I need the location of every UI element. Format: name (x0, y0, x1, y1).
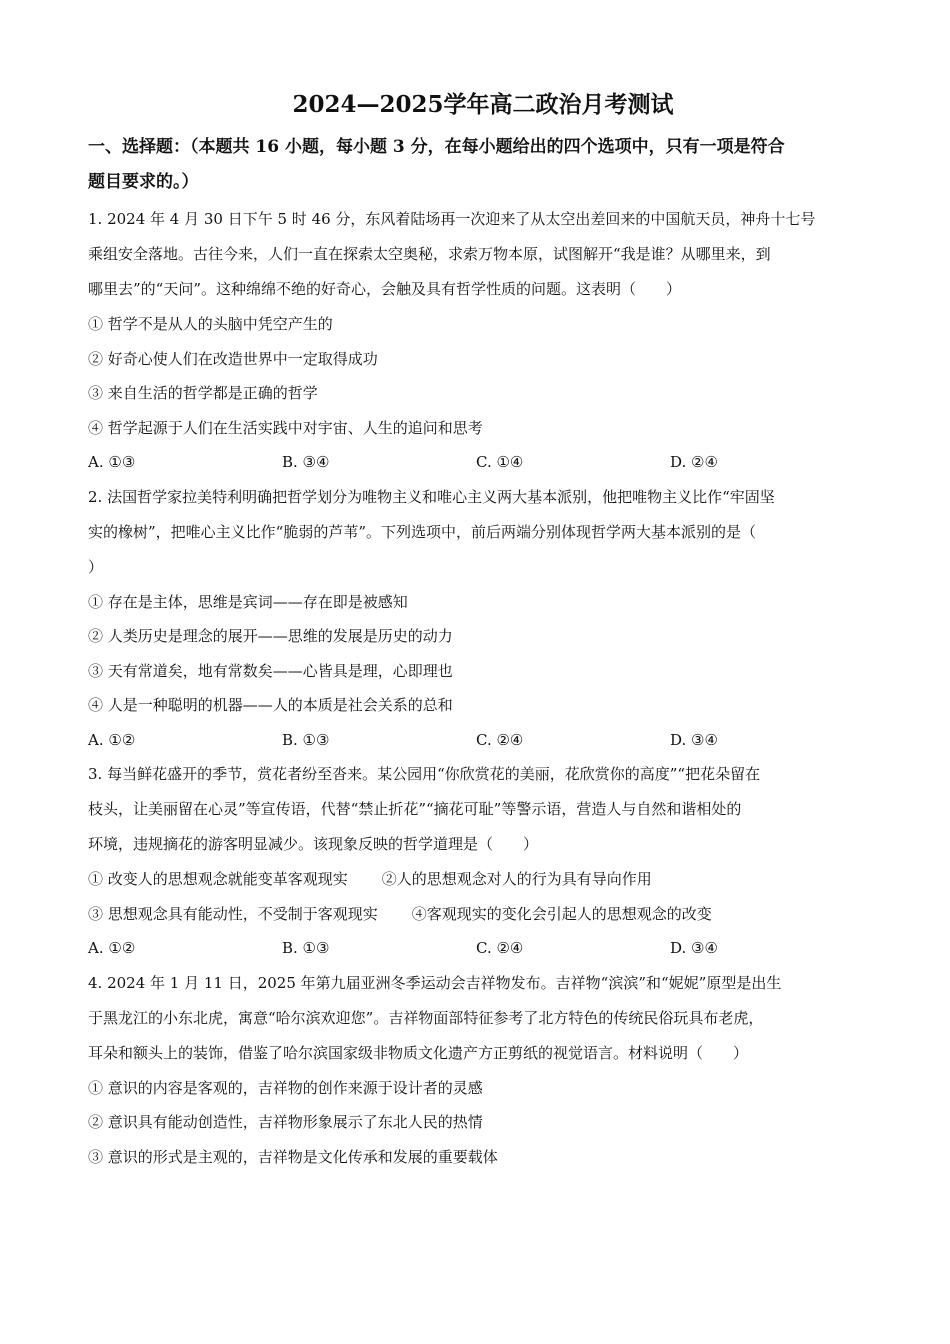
statement-option: ②人的思想观念对人的行为具有导向作用 (381, 870, 652, 888)
question-stem-line: 4. 2024 年 1 月 11 日，2025 年第九届亚洲冬季运动会吉祥物发布。吉祥物“滨滨”和“妮妮”原型是出生 (88, 973, 782, 992)
choice-b: B. ①③ (282, 939, 330, 957)
choice-c: C. ②④ (476, 730, 524, 749)
statement-option: ④客观现实的变化会引起人的思想观念的改变 (411, 904, 712, 923)
question-stem-line: 实的橡树”，把唯心主义比作“脆弱的芦苇”。下列选项中，前后两端分别体现哲学两大基本派别的是（ (88, 522, 757, 541)
statement-option: ② 好奇心使人们在改造世界中一定取得成功 (88, 349, 378, 368)
statement-option: ① 改变人的思想观念就能变革客观现实 (88, 870, 348, 888)
question-stem-line: 哪里去”的“天问”。这种绵绵不绝的好奇心，会触及具有哲学性质的问题。这表明（ ） (88, 280, 682, 298)
question-stem-line: ） (88, 557, 104, 576)
page-title: 2024—2025学年高二政治月考测试 (292, 91, 674, 118)
statement-option: ③ 意识的形式是主观的，吉祥物是文化传承和发展的重要载体 (88, 1147, 498, 1166)
exam-page (88, 86, 864, 1174)
statement-option: ② 人类历史是理念的展开——思维的发展是历史的动力 (88, 627, 453, 645)
section-heading-line: 题目要求的。） (88, 172, 199, 192)
choice-d: D. ②④ (670, 453, 718, 471)
question-stem-line: 于黑龙江的小东北虎，寓意“哈尔滨欢迎您”。吉祥物面部特征参考了北方特色的传统民俗玩具布老虎， (88, 1008, 764, 1027)
choice-b: B. ③④ (282, 453, 330, 471)
statement-option-row (88, 862, 864, 897)
statement-option: ② 意识具有能动创造性，吉祥物形象展示了东北人民的热情 (88, 1113, 483, 1131)
statement-option: ④ 哲学起源于人们在生活实践中对宇宙、人生的追问和思考 (88, 418, 483, 437)
question-1 (88, 202, 864, 480)
question-stem-line: 环境，违规摘花的游客明显减少。该现象反映的哲学道理是（ ） (88, 835, 539, 853)
answer-choices (88, 723, 864, 758)
question-stem-line: 2. 法国哲学家拉美特利明确把哲学划分为唯物主义和唯心主义两大基本派别，他把唯物主义比作“牢固坚 (88, 487, 775, 506)
statement-option-row (88, 897, 864, 932)
question-stem-line: 枝头，让美丽留在心灵”等宣传语，代替“禁止折花”“摘花可耻”等警示语，营造人与自然和谐相处的 (88, 800, 742, 818)
choice-b: B. ①③ (282, 730, 330, 749)
choice-a: A. ①③ (88, 453, 136, 471)
statement-option: ④ 人是一种聪明的机器——人的本质是社会关系的总和 (88, 696, 453, 714)
statement-option: ③ 天有常道矣，地有常数矣——心皆具是理，心即理也 (88, 661, 453, 680)
question-3 (88, 757, 864, 966)
answer-choices (88, 445, 864, 480)
question-stem-line: 耳朵和额头上的装饰，借鉴了哈尔滨国家级非物质文化遗产方正剪纸的视觉语言。材料说明（ ） (88, 1043, 749, 1062)
question-2 (88, 480, 864, 758)
section-heading (88, 130, 864, 200)
choice-d: D. ③④ (670, 939, 718, 957)
statement-option: ③ 来自生活的哲学都是正确的哲学 (88, 384, 318, 402)
choice-a: A. ①② (88, 939, 136, 957)
choice-a: A. ①② (88, 730, 136, 749)
section-heading-line: 一、选择题：（本题共 16 小题，每小题 3 分，在每小题给出的四个选项中，只有一项是符合 (88, 137, 785, 157)
question-4 (88, 966, 864, 1175)
choice-c: C. ①④ (476, 453, 524, 471)
answer-choices (88, 931, 864, 966)
statement-option: ① 意识的内容是客观的，吉祥物的创作来源于设计者的灵感 (88, 1078, 483, 1097)
statement-option: ① 存在是主体，思维是宾词——存在即是被感知 (88, 592, 408, 611)
statement-option: ① 哲学不是从人的头脑中凭空产生的 (88, 315, 333, 333)
choice-c: C. ②④ (476, 939, 524, 957)
statement-option: ③ 思想观念具有能动性，不受制于客观现实 (88, 904, 378, 923)
question-stem-line: 乘组安全落地。古往今来，人们一直在探索太空奥秘，求索万物本原，试图解开“我是谁？从哪里来，到 (88, 245, 771, 263)
question-stem-line: 1. 2024 年 4 月 30 日下午 5 时 46 分，东风着陆场再一次迎来了从太空出差回来的中国航天员，神舟十七号 (88, 210, 816, 228)
choice-d: D. ③④ (670, 730, 718, 749)
question-stem-line: 3. 每当鲜花盛开的季节，赏花者纷至沓来。某公园用“你欣赏花的美丽，花欣赏你的高度”“把花朵留在 (88, 765, 761, 783)
